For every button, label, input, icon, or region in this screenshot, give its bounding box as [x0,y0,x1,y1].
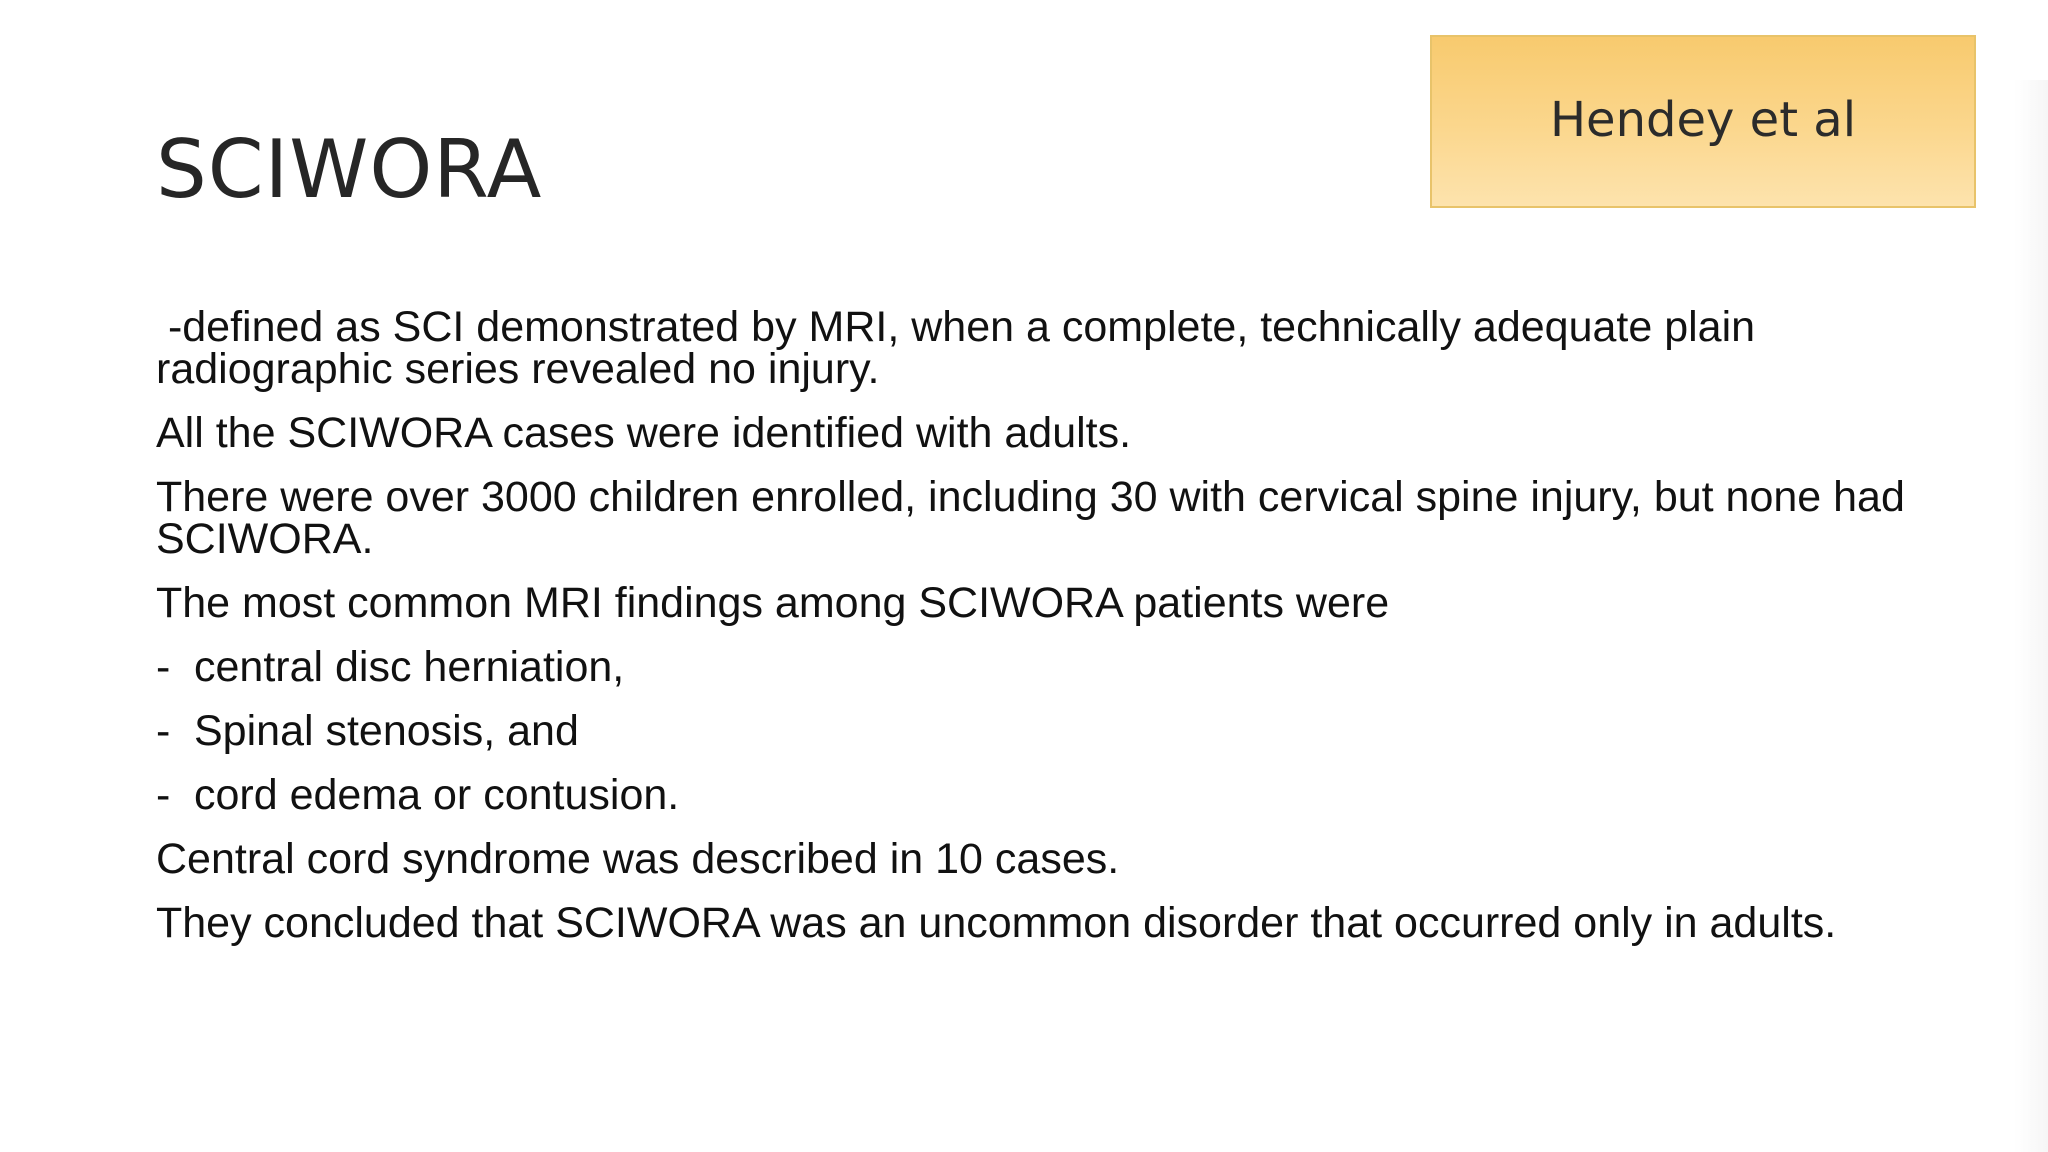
finding-item [156,707,1926,755]
central-cord-paragraph: Central cord syndrome was described in 10 cases. [156,835,1120,883]
mri-findings-intro: The most common MRI findings among SCIWORA patients were [156,579,1390,627]
finding-text: Spinal stenosis, and [194,707,579,755]
bullet-dash: - [156,643,171,691]
conclusion-paragraph: They concluded that SCIWORA was an uncommon disorder that occurred only in adults. [156,899,1837,947]
finding-item [156,643,1926,691]
definition-paragraph: -defined as SCI demonstrated by MRI, when a complete, technically adequate plain radiographic series revealed no injury. [156,303,1768,393]
bullet-dash: - [156,771,171,819]
slide-title: SCIWORA [156,123,543,216]
bullet-dash: - [156,707,171,755]
finding-text: cord edema or contusion. [194,771,680,819]
finding-text: central disc herniation, [194,643,625,691]
citation-box [1430,35,1976,208]
slide-body [156,303,1926,966]
children-paragraph: There were over 3000 children enrolled, including 30 with cervical spine injury, but none had SCIWORA. [156,473,1905,563]
adults-paragraph: All the SCIWORA cases were identified with adults. [156,409,1132,457]
citation-label: Hendey et al [1549,91,1857,148]
slide-edge-shade [2014,80,2048,1152]
finding-item [156,771,1926,819]
